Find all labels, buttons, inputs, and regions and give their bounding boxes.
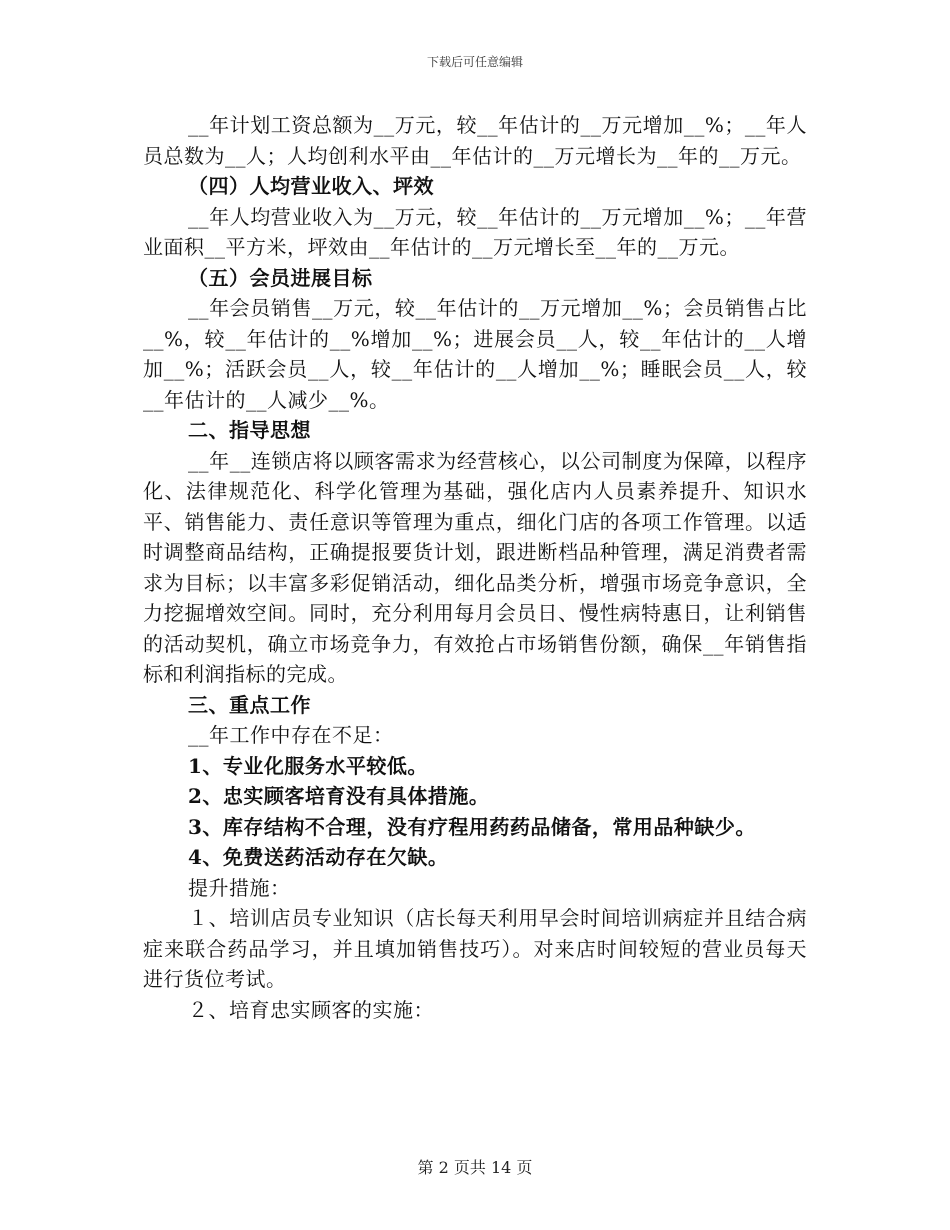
heading-key-work: 三、重点工作 bbox=[188, 692, 311, 717]
paragraph-improvement-intro: 提升措施： bbox=[188, 875, 291, 900]
paragraph-salary-plan: __年计划工资总额为__万元，较__年估计的__万元增加__%；__年人员总数为__人；人均创利水平由__年估计的__万元增长为__年的__万元。 bbox=[143, 113, 807, 168]
list-item-improvement-1: １、培训店员专业知识（店长每天利用早会时间培训病症并且结合病症来联合药品学习，并且填加销售技巧）。对来店时间较短的营业员每天进行货位考试。 bbox=[143, 906, 807, 991]
heading-per-capita-revenue: （四）人均营业收入、坪效 bbox=[188, 174, 434, 198]
document-body bbox=[143, 110, 807, 1025]
paragraph-per-capita-revenue: __年人均营业收入为__万元，较__年估计的__万元增加__%；__年营业面积__平方米，坪效由__年估计的__万元增长至__年的__万元。 bbox=[143, 204, 807, 259]
list-item-shortcoming-1: 1、专业化服务水平较低。 bbox=[188, 753, 428, 778]
list-item-shortcoming-4: 4、免费送药活动存在欠缺。 bbox=[188, 845, 449, 869]
page-header-note: 下载后可任意编辑 bbox=[426, 55, 523, 69]
list-item-improvement-2: ２、培育忠实顾客的实施： bbox=[188, 997, 434, 1022]
heading-member-goals: （五）会员进展目标 bbox=[188, 265, 373, 290]
heading-guiding-ideology: 二、指导思想 bbox=[188, 418, 311, 442]
paragraph-guiding-ideology: __年__连锁店将以顾客需求为经营核心，以公司制度为保障，以程序化、法律规范化、科学化管理为基础，强化店内人员素养提升、知识水平、销售能力、责任意识等管理为重点，细化门店的各项工作管理。以适时调整商品结构，正确提报要货计划，跟进断档品种管理，满足消费者需求为目标；以丰富多彩促销活动，细化品类分析，增强市场竞争意识，全力挖掘增效空间。同时，充分利用每月会员日、慢性病特惠日，让利销售的活动契机，确立市场竞争力，有效抢占市场销售份额，确保__年销售指标和利润指标的完成。 bbox=[143, 448, 807, 686]
paragraph-shortcomings-intro: __年工作中存在不足： bbox=[188, 723, 394, 747]
paragraph-member-goals: __年会员销售__万元，较__年估计的__万元增加__%；会员销售占比__%，较__年估计的__%增加__%；进展会员__人，较__年估计的__人增加__%；活跃会员__人，较__年估计的__人增加__%；睡眠会员__人，较__年估计的__人减少__%。 bbox=[143, 296, 807, 412]
list-item-shortcoming-3: 3、库存结构不合理，没有疗程用药药品储备，常用品种缺少。 bbox=[188, 814, 756, 839]
page-number-footer: 第 2 页共 14 页 bbox=[417, 1158, 533, 1177]
list-item-shortcoming-2: 2、忠实顾客培育没有具体措施。 bbox=[188, 784, 490, 808]
